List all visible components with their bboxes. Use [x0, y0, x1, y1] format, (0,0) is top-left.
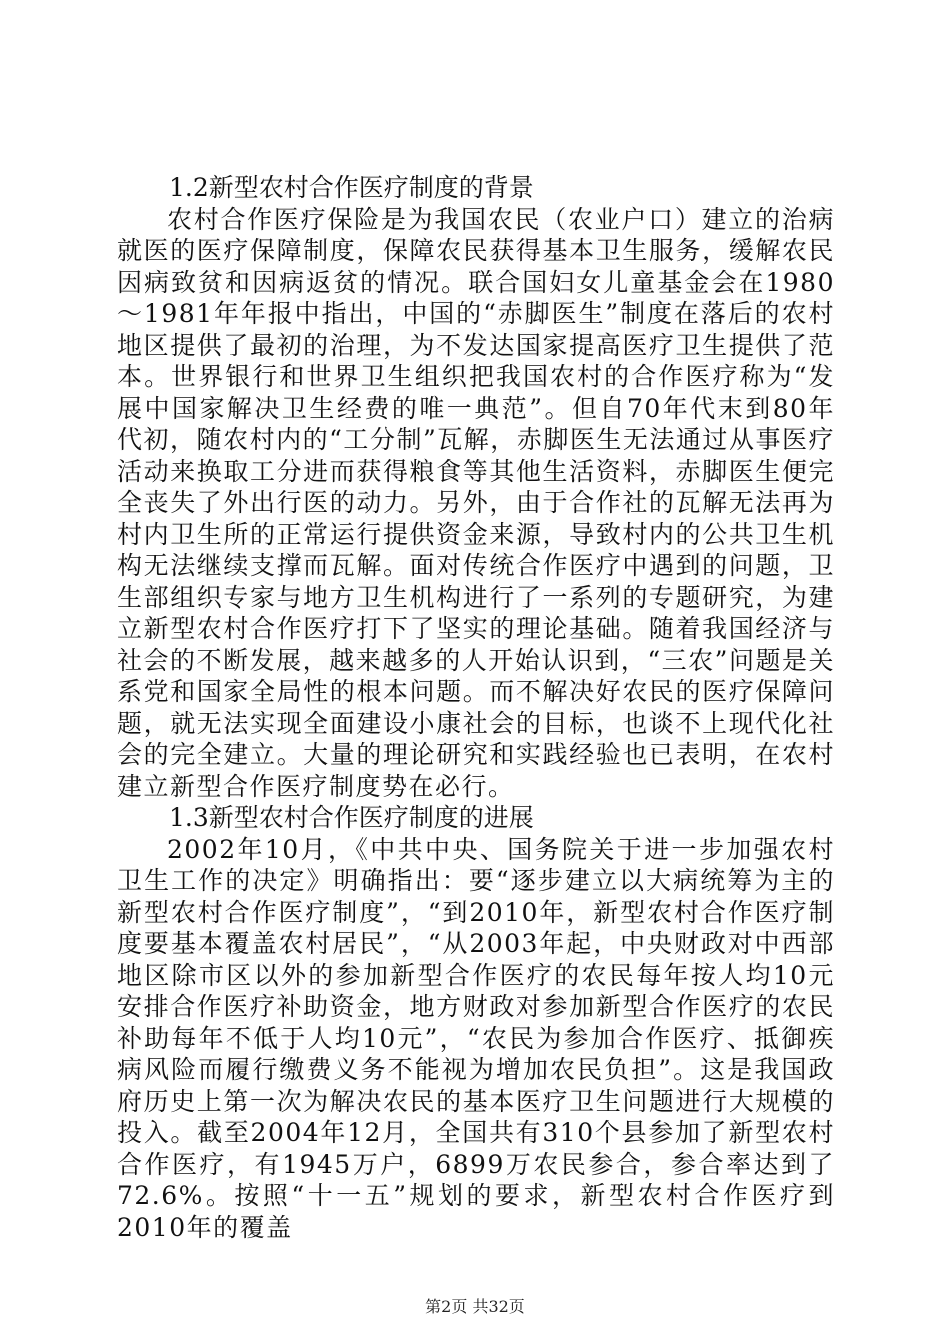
page-footer: 第2页 共32页 — [425, 1297, 525, 1316]
section-heading-background: 1.2新型农村合作医疗制度的背景 — [169, 173, 534, 202]
section-heading-progress: 1.3新型农村合作医疗制度的进展 — [169, 803, 534, 832]
section-paragraph-background: 农村合作医疗保险是为我国农民（农业户口）建立的治病就医的医疗保障制度，保障农民获得基本卫生服务，缓解农民因病致贫和因病返贫的情况。联合国妇女儿童基金会在1980～1981年年报中指出，中国的“赤脚医生”制度在落后的农村地区提供了最初的治理，为不发达国家提高医疗卫生提供了范本。世界银行和世界卫生组织把我国农村的合作医疗称为“发展中国家解决卫生经费的唯一典范”。但自70年代末到80年代初，随农村内的“工分制”瓦解，赤脚医生无法通过从事医疗活动来换取工分进而获得粮食等其他生活资料，赤脚医生便完全丧失了外出行医的动力。另外，由于合作社的瓦解无法再为村内卫生所的正常运行提供资金来源，导致村内的公共卫生机构无法继续支撑而瓦解。面对传统合作医疗中遇到的问题，卫生部组织专家与地方卫生机构进行了一系列的专题研究，为建立新型农村合作医疗打下了坚实的理论基础。随着我国经济与社会的不断发展，越来越多的人开始认识到，“三农”问题是关系党和国家全局性的根本问题。而不解决好农民的医疗保障问题，就无法实现全面建设小康社会的目标，也谈不上现代化社会的完全建立。大量的理论研究和实践经验也已表明，在农村建立新型合作医疗制度势在必行。 — [117, 204, 835, 801]
document-body — [117, 172, 835, 1243]
section-paragraph-progress: 2002年10月，《中共中央、国务院关于进一步加强农村卫生工作的决定》明确指出：要“逐步建立以大病统筹为主的新型农村合作医疗制度”，“到2010年，新型农村合作医疗制度要基本覆盖农村居民”，“从2003年起，中央财政对中西部地区除市区以外的参加新型合作医疗的农民每年按人均10元安排合作医疗补助资金，地方财政对参加新型合作医疗的农民补助每年不低于人均10元”，“农民为参加合作医疗、抵御疾病风险而履行缴费义务不能视为增加农民负担”。这是我国政府历史上第一次为解决农民的基本医疗卫生问题进行大规模的投入。截至2004年12月，全国共有310个县参加了新型农村合作医疗，有1945万户，6899万农民参合，参合率达到了72.6%。按照“十一五”规划的要求，新型农村合作医疗到2010年的覆盖 — [117, 834, 835, 1242]
